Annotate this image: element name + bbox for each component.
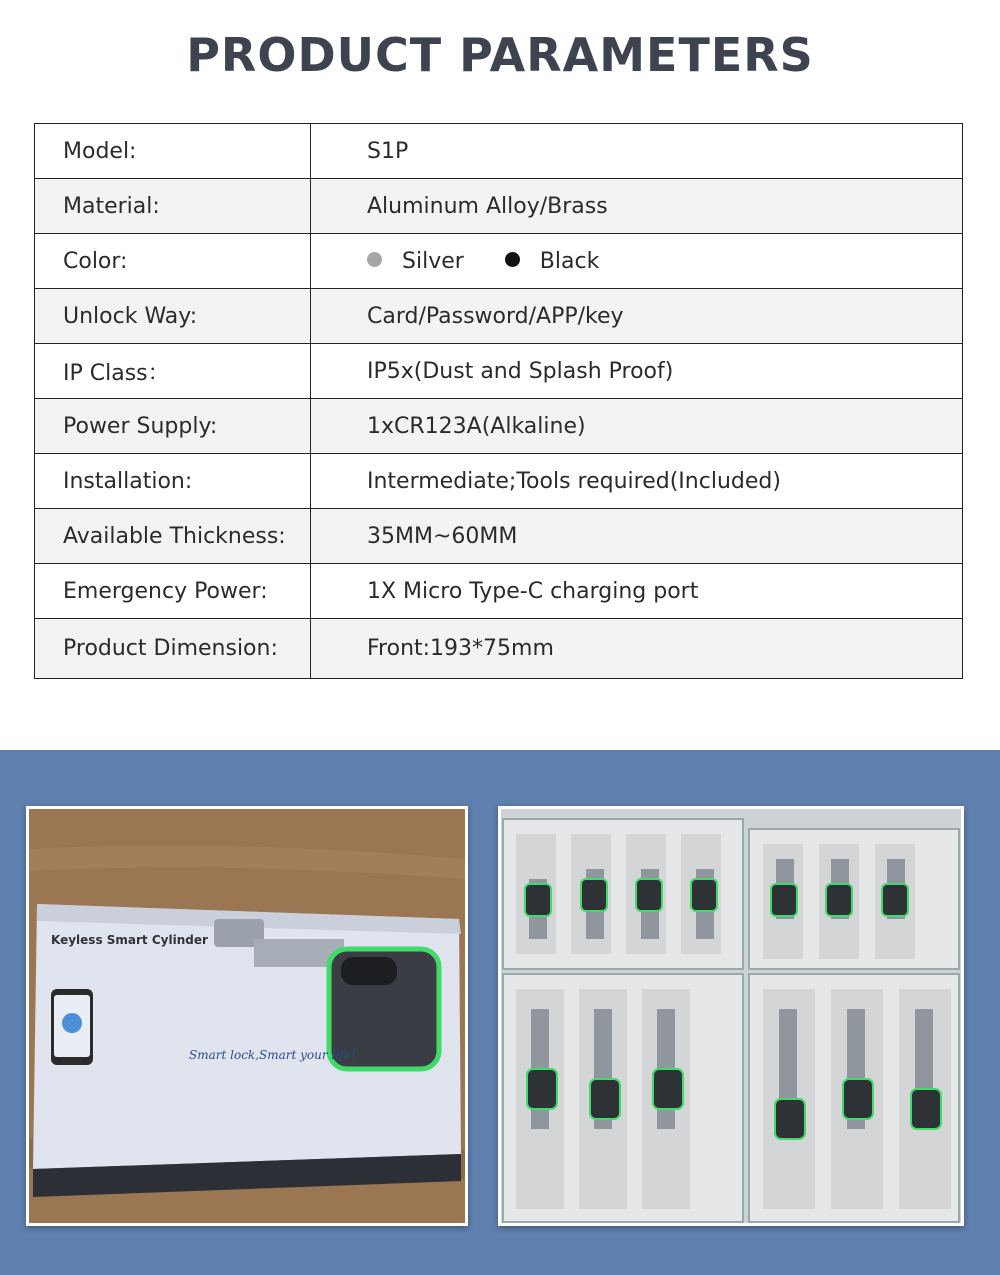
param-label: Color: [35, 234, 311, 289]
page-title: PRODUCT PARAMETERS [186, 28, 814, 82]
table-row [35, 454, 963, 509]
param-value: 1X Micro Type-C charging port [311, 564, 963, 619]
param-value: 1xCR123A(Alkaline) [311, 399, 963, 454]
param-value: Card/Password/APP/key [311, 289, 963, 344]
table-row [35, 399, 963, 454]
param-label: IP Class： [35, 344, 311, 399]
table-row [35, 289, 963, 344]
param-label: Installation: [35, 454, 311, 509]
color-silver-label: Silver [402, 248, 464, 274]
table-row [35, 509, 963, 564]
param-value: Front:193*75mm [311, 619, 963, 679]
table-row [35, 619, 963, 679]
black-swatch-icon [505, 252, 520, 267]
param-label: Available Thickness: [35, 509, 311, 564]
color-black-label: Black [539, 248, 600, 274]
param-label: Product Dimension: [35, 619, 311, 679]
param-label: Power Supply: [35, 399, 311, 454]
table-row [35, 179, 963, 234]
table-row [35, 234, 963, 289]
param-value: 35MM~60MM [311, 509, 963, 564]
table-row [35, 564, 963, 619]
table-row [35, 124, 963, 179]
box-product-name: Keyless Smart Cylinder [51, 933, 208, 947]
table-row [35, 344, 963, 399]
packed-locks-photo [498, 806, 964, 1226]
param-value: S1P [311, 124, 963, 179]
product-box-photo [26, 806, 468, 1226]
parameters-table [34, 123, 963, 679]
param-label: Material: [35, 179, 311, 234]
param-label: Model: [35, 124, 311, 179]
param-value: Intermediate;Tools required(Included) [311, 454, 963, 509]
param-label: Unlock Way: [35, 289, 311, 344]
silver-swatch-icon [367, 252, 382, 267]
param-value: IP5x(Dust and Splash Proof) [311, 344, 963, 399]
box-slogan: Smart lock,Smart your life! [189, 1048, 356, 1062]
param-value: Aluminum Alloy/Brass [311, 179, 963, 234]
param-label: Emergency Power: [35, 564, 311, 619]
color-options [311, 234, 963, 289]
